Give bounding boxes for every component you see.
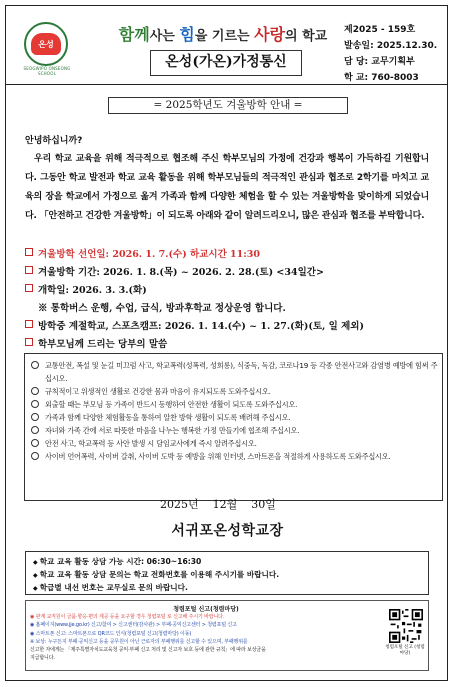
advice-box (24, 353, 443, 501)
newsletter-title: 온성(가온)가정통신 (150, 50, 302, 76)
report-lines (30, 613, 382, 663)
report-line: ※ 보상: 누구든지 부패·공익신고 등을 공무원이 아닌 근로자의 부패행위를 신고할 수 있으며, 부패행위를 (30, 638, 248, 645)
intro-paragraph: 우리 학교 교육을 위해 적극적으로 협조해 주신 학부모님의 가정에 건강과 행복이 가득하길 기원합니다. 그동안 학교 발전과 학교 교육 활동을 위해 학부모님들의 적극적인 관심과 협조로 2학기를 마치고 교육의 장을 학교에서 가정으로 옮겨 가족과 함께 다양한 체험을 할 수 있는 겨울방학을 맞이하게 되었습니다. 「안전하고 건강한 겨울방학」이 되도록 아래와 같이 알려드리오니, 많은 관심과 협조를 부탁합니다. (25, 154, 429, 221)
heart-logo-icon (31, 33, 61, 55)
slogan-part: 을 기르는 (194, 29, 255, 44)
send-date: 발송일: 2025.12.30. (344, 41, 438, 51)
department: 담 당: 교무기획부 (344, 57, 415, 67)
report-title: 청렴포털 신고(청렴마당) (173, 606, 239, 613)
circle-bullet-icon (31, 452, 39, 460)
report-line[interactable]: ◉ 홈페이지(www.jje.go.kr) 신고/참여 > 신고센터(감사관) > 부패·공익신고센터 > 청렴포털 신고 (30, 622, 237, 629)
qr-label: 청렴포털 신고 (청렴마당) (385, 645, 425, 656)
greeting: 안녕하십니까? (25, 136, 83, 146)
opening-note: ※ 통학버스 운행, 수업, 급식, 방과후학교 정상운영 합니다. (38, 303, 286, 314)
circle-bullet-icon (31, 413, 39, 421)
checkbox-square-icon (25, 284, 33, 292)
qr-code-icon[interactable] (389, 609, 423, 643)
logo-text: 온성 (38, 39, 54, 49)
advice-item: 규칙적이고 위생적인 생활로 건강한 몸과 마음이 유지되도록 도와주십시오. (31, 385, 438, 398)
camp-item (25, 318, 364, 332)
advice-item: 사이버 언어폭력, 사이버 갈취, 사이버 도박 등 예방을 위해 인터넷, 스마트폰을 적절하게 사용하도록 도와주십시오. (31, 450, 438, 463)
period-text: 겨울방학 기간: 2026. 1. 8.(목) ~ 2026. 2. 28.(토) <34일간> (38, 267, 324, 278)
notice-line: ◆ 학교 교육 활동 상담 문의는 학교 전화번호를 이용해 주시기를 바랍니다. (33, 569, 428, 582)
opening-text: 개학일: 2026. 3. 3.(화) (38, 285, 147, 296)
requests-heading-item (25, 336, 167, 350)
school-phone: 학 교: 760-8003 (344, 73, 419, 83)
slogan-word-love: 사랑 (254, 25, 286, 44)
slogan-part: 의 학교 (285, 29, 328, 44)
report-line: 지급합니다. (30, 655, 55, 662)
advice-item: 가족과 함께 다양한 체험활동을 통하여 알찬 방학 생활이 되도록 배려해 주십시오. (31, 411, 438, 424)
advice-item: 안전 사고, 학교폭력 등 사안 발생 시 담임교사에게 즉시 알려주십시오. (31, 437, 438, 450)
circle-bullet-icon (31, 426, 39, 434)
period-item (25, 264, 324, 278)
school-logo (24, 22, 68, 66)
circle-bullet-icon (31, 400, 39, 408)
slogan-word-strength: 힘 (179, 25, 195, 44)
requests-heading: 학부모님께 드리는 당부의 말씀 (38, 339, 168, 350)
document-number: 제2025 - 159호 (344, 25, 416, 35)
header-divider (5, 84, 448, 85)
school-slogan (108, 22, 338, 45)
circle-bullet-icon (31, 387, 39, 395)
report-line: ◉ 관계 교직원이 금품·향응·편의 제공 등을 요구할 경우 청렴포털 로 신고해 주시기 바랍니다. (30, 614, 225, 620)
document-meta (344, 22, 444, 86)
checkbox-square-icon (25, 266, 33, 274)
slogan-part: 사는 (149, 29, 180, 44)
camp-text: 방학중 계절학교, 스포츠캠프: 2026. 1. 14.(수) ~ 1. 27.(화)(토, 일 제외) (38, 321, 364, 332)
checkbox-square-icon (25, 338, 33, 346)
logo-ring-text: SEOGWIPO ONSEONG SCHOOL (23, 66, 71, 76)
notice-line: ◆ 학교 교육 활동 상담 가능 시간: 06:30~16:30 (33, 556, 428, 569)
notice-line: ◆ 학급별 내선 번호는 교무실로 문의 바랍니다. (33, 582, 428, 595)
report-line: ◉ 스마트폰 신고: 스마트폰으로 QR코드 인식(청렴포털 신고(청렴마당) 이동) (30, 630, 192, 637)
issue-date: 2025년 12월 30일 (160, 498, 276, 511)
ceremony-item (25, 246, 260, 260)
principal-signature: 서귀포온성학교장 (171, 523, 284, 539)
consultation-notice (25, 551, 429, 595)
ceremony-text: 겨울방학 선언일: 2026. 1. 7.(수) 하교시간 11:30 (38, 249, 260, 260)
report-line: 신고한 자에게는 「제주특별자치도교육청 공익·부패 신고 처리 및 신고자 보호 등에 관한 규칙」에 따라 보상금을 (30, 647, 266, 654)
advice-item: 교통안전, 폭설 및 눈길 미끄럼 사고, 학교폭력(성폭력, 성희롱), 식중독, 독감, 코로나19 등 각종 안전사고와 감염병 예방에 힘써 주십시오. (31, 359, 438, 385)
slogan-word-together: 함께 (118, 25, 150, 44)
advice-item: 외출할 때는 부모님 등 가족이 반드시 동행하여 안전한 생활이 되도록 도와주십시오. (31, 398, 438, 411)
advice-item: 자녀와 가족 간에 서로 따뜻한 마음을 나누는 행복한 가정 만들기에 협조해 주십시오. (31, 424, 438, 437)
circle-bullet-icon (31, 361, 39, 369)
document-title: = 2025학년도 겨울방학 안내 = (108, 97, 348, 114)
checkbox-square-icon (25, 320, 33, 328)
circle-bullet-icon (31, 439, 39, 447)
opening-item (25, 282, 147, 296)
integrity-report-box (25, 600, 429, 671)
checkbox-square-icon (25, 248, 33, 256)
